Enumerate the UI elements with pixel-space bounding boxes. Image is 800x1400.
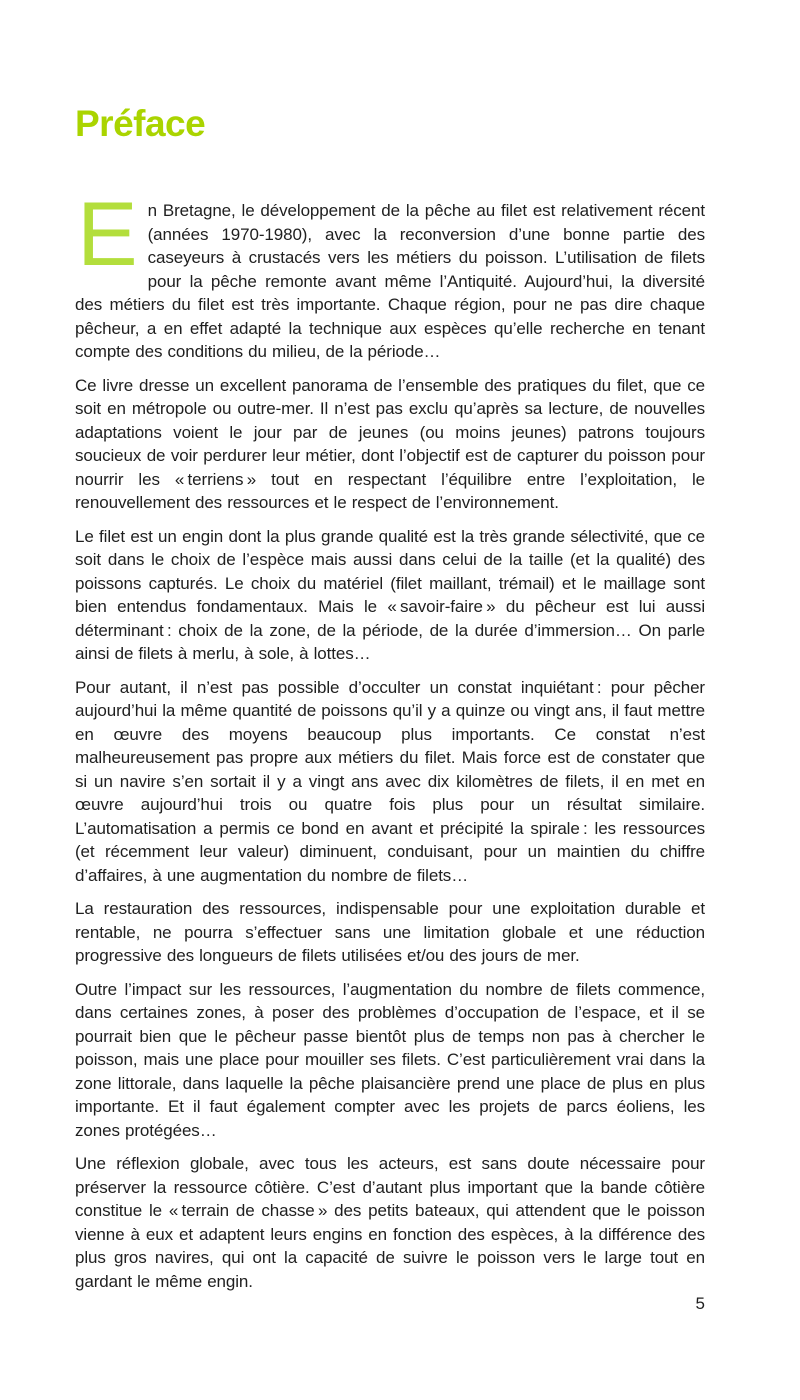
paragraph-2: Ce livre dresse un excellent panorama de l’ensemble des pratiques du filet, que ce soit en métropole ou outre-mer. Il n’est pas exclu qu’après sa lecture, de nouvelles adaptations voient le jour par de jeunes (ou moins jeunes) patrons toujours soucieux de voir perdurer leur métier, dont l’objectif est de capturer du poisson pour nourrir les « terriens » tout en respectant l’équilibre entre l’exploitation, le renouvellement des ressources et le respect de l’environnement.: [75, 375, 705, 512]
paragraph-3: Le filet est un engin dont la plus grande qualité est la très grande sélectivité, que ce soit dans le choix de l’espèce mais aussi dans celui de la taille (et la qualité) des poissons capturés. Le choix du matériel (filet maillant, trémail) et le maillage sont bien entendus fondamentaux. Mais le « savoir-faire » du pêcheur est lui aussi déterminant : choix de la zone, de la période, de la durée d’immersion… On parle ainsi de filets à merlu, à sole, à lottes…: [75, 526, 705, 663]
paragraph-1: [75, 184, 705, 364]
paragraph-1-text: n Bretagne, le développement de la pêche au filet est relativement récent (années 1970-1980), avec la reconversion d’une bonne partie des caseyeurs à crustacés vers les métiers du poisson. L’utilisation de filets pour la pêche remonte avant même l’Antiquité. Aujourd’hui, la diversité des métiers du filet est très importante. Chaque région, pour ne pas dire chaque pêcheur, a en effet adapté la technique aux espèces qu’elle recherche en tenant compte des conditions du milieu, de la période…: [75, 201, 705, 361]
page-number: 5: [695, 1294, 705, 1313]
paragraph-6: Outre l’impact sur les ressources, l’augmentation du nombre de filets commence, dans certaines zones, à poser des problèmes d’occupation de l’espace, et il se pourrait bien que le pêcheur passe bientôt plus de temps non pas à chercher le poisson, mais une place pour mouiller ses filets. C’est particulièrement vrai dans la zone littorale, dans laquelle la pêche plaisancière prend une place de plus en plus importante. Et il faut également compter avec les projets de parcs éoliens, les zones protégées…: [75, 979, 705, 1140]
preface-body: [75, 184, 705, 1293]
paragraph-5: La restauration des ressources, indispensable pour une exploitation durable et rentable, ne pourra s’effectuer sans une limitation globale et une réduction progressive des longueurs de filets utilisées et/ou des jours de mer.: [75, 899, 705, 965]
paragraph-4: Pour autant, il n’est pas possible d’occulter un constat inquiétant : pour pêcher aujourd’hui la même quantité de poissons qu’il y a quinze ou vingt ans, il faut mettre en œuvre des moyens beaucoup plus importants. Ce constat n’est malheureusement pas propre aux métiers du filet. Mais force est de constater que si un navire s’en sortait il y a vingt ans avec dix kilomètres de filets, il en met en œuvre aujourd’hui trois ou quatre fois plus pour un résultat similaire. L’automatisation a permis ce bond en avant et précipité la spirale : les ressources (et récemment leur valeur) diminuent, conduisant, pour un maintien du chiffre d’affaires, à une augmentation du nombre de filets…: [75, 677, 705, 885]
page-title: Préface: [75, 103, 206, 144]
dropcap-letter: E: [77, 184, 138, 285]
paragraph-7: Une réflexion globale, avec tous les acteurs, est sans doute nécessaire pour préserver la ressource côtière. C’est d’autant plus important que la bande côtière constitue le « terrain de chasse » des petits bateaux, qui attendent que le poisson vienne à eux et adaptent leurs engins en fonction des espèces, à la différence des plus gros navires, qui ont la capacité de suivre le poisson vers le large tout en gardant le même engin.: [75, 1154, 705, 1291]
